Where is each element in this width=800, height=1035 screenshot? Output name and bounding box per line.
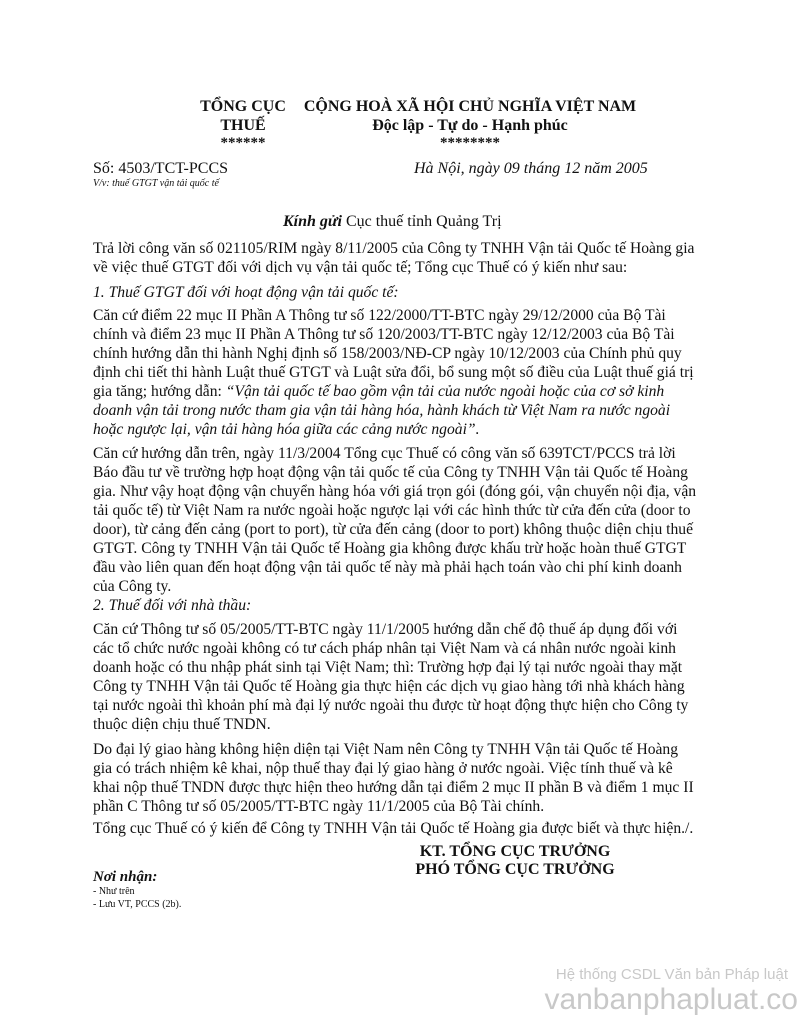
agency-name-line2: THUẾ	[220, 117, 266, 134]
watermark-site: vanbanphapluat.co	[544, 983, 798, 1016]
text-line: chính và điểm 23 mục II Phần A Thông tư số 120/2003/TT-BTC ngày 12/12/2003 của Bộ Tài	[93, 326, 675, 343]
paragraph-3	[93, 620, 705, 734]
text-line: về việc thuế GTGT đối với dịch vụ vận tải quốc tế; Tổng cục Thuế có ý kiến như sau:	[93, 259, 628, 276]
text-line: Căn cứ hướng dẫn trên, ngày 11/3/2004 Tổng cục Thuế có công văn số 639TCT/PCCS trả lời	[93, 445, 676, 462]
agency-name-line1: TỔNG CỤC	[200, 98, 286, 115]
document-number: Số: 4503/TCT-PCCS	[93, 160, 229, 177]
heading-text: 1. Thuế GTGT đối với hoạt động vận tải quốc tế:	[93, 284, 399, 301]
text-line: Báo đầu tư về trường hợp hoạt động vận tải quốc tế của Công ty TNHH Vận tải Quốc tế Hoàng	[93, 464, 688, 481]
paragraph-4	[93, 740, 705, 816]
text-line: chính hướng dẫn thi hành Nghị định số 158/2003/NĐ-CP ngày 10/12/2003 của Chính phủ quy	[93, 345, 682, 362]
watermark-line1: Hệ thống CSDL Văn bản Pháp luật	[555, 966, 788, 983]
signature-subtitle: PHÓ TỔNG CỤC TRƯỞNG	[415, 861, 615, 878]
text-line: doanh hoặc có thu nhập phát sinh tại Việt Nam; thì: Trường hợp đại lý tại nước ngoài thay mặt	[93, 659, 683, 676]
section-heading-2	[93, 596, 705, 615]
closing-paragraph	[93, 819, 705, 838]
text-line: Công ty TNHH Vận tải Quốc tế Hoàng gia thực hiện các dịch vụ giao hàng tới nhà khách hàng	[93, 678, 685, 695]
text-line: của Công ty.	[93, 578, 172, 595]
text-line: gia có trách nhiệm kê khai, nộp thuế thay đại lý giao hàng ở nước ngoài. Việc tính thuế và kê	[93, 760, 673, 777]
nation-motto: Độc lập - Tự do - Hạnh phúc	[372, 117, 568, 134]
recipients-item: - Như trên	[93, 886, 135, 897]
recipient-name: Cục thuế tỉnh Quảng Trị	[345, 213, 502, 230]
text-line: GTGT. Công ty TNHH Vận tải Quốc tế Hoàng gia không được khấu trừ hoặc hoàn thuế GTGT	[93, 540, 687, 557]
text-line: Trả lời công văn số 021105/RIM ngày 8/11/2005 của Công ty TNHH Vận tải Quốc tế Hoàng gia	[93, 240, 695, 257]
quote-fragment: “Vận tải quốc tế bao gồm vận tải của nước ngoài hoặc của cơ sở kinh	[225, 383, 665, 400]
text-line: phần C Thông tư số 05/2005/TT-BTC ngày 11/1/2005 của Bộ Tài chính.	[93, 798, 545, 815]
recipients-label: Nơi nhận:	[93, 869, 158, 885]
quote-line: hoặc ngược lại, vận tải hàng hóa giữa các cảng nước ngoài”.	[93, 421, 480, 438]
document-subject: V/v: thuế GTGT vận tải quốc tế	[93, 178, 219, 189]
text-line: Căn cứ Thông tư số 05/2005/TT-BTC ngày 11/1/2005 hướng dẫn chế độ thuế áp dụng đối với	[93, 621, 678, 638]
intro-paragraph	[93, 239, 705, 277]
recipients-item: - Lưu VT, PCCS (2b).	[93, 899, 182, 910]
nation-stars: ********	[440, 135, 500, 151]
text-fragment: gia tăng; hướng dẫn:	[93, 383, 226, 400]
text-line: định chi tiết thi hành Luật thuế GTGT và Luật sửa đổi, bổ sung một số điều của Luật thuế giá trị	[93, 364, 694, 381]
recipient-line	[283, 213, 502, 231]
place-date: Hà Nội, ngày 09 tháng 12 năm 2005	[414, 160, 648, 177]
text-line: tải quốc tế) từ Việt Nam ra nước ngoài hoặc ngược lại với các hình thức từ cửa đến cửa (door to	[93, 502, 691, 519]
section-heading-1	[93, 283, 705, 302]
heading-text: 2. Thuế đối với nhà thầu:	[93, 597, 252, 614]
paragraph-2	[93, 444, 705, 596]
agency-stars: ******	[220, 135, 266, 151]
text-line: gia. Như vậy hoạt động vận chuyển hàng hóa với giá trọn gói (đóng gói, vận chuyển nội địa, vận	[93, 483, 697, 500]
text-line: Căn cứ điểm 22 mục II Phần A Thông tư số 122/2000/TT-BTC ngày 29/12/2000 của Bộ Tài	[93, 307, 666, 324]
text-line: thuộc diện chịu thuế TNDN.	[93, 716, 271, 733]
text-line: Tổng cục Thuế có ý kiến để Công ty TNHH Vận tải Quốc tế Hoàng gia được biết và thực hiện./.	[93, 820, 694, 837]
text-line: tại nước ngoài thì khoản phí mà đại lý nước ngoài thu được từ hoạt động thực hiện cho Công ty	[93, 697, 689, 714]
quote-line: doanh vận tải trong nước tham gia vận tải hàng hóa, hành khách từ Việt Nam ra nước ngoài	[93, 402, 671, 419]
text-line: đầu vào liên quan đến hoạt động vận tải quốc tế này mà phải hạch toán vào chi phí kinh doanh	[93, 559, 682, 576]
text-line	[93, 382, 705, 401]
signature-title: KT. TỔNG CỤC TRƯỞNG	[419, 843, 611, 860]
text-line: door), từ cảng đến cảng (port to port), từ cửa đến cảng (door to port) không thuộc diện chịu thuế	[93, 521, 693, 538]
text-line: khai nộp thuế TNDN được thực hiện theo hướng dẫn tại điểm 2 mục II phần B và điểm 1 mục II	[93, 779, 694, 796]
text-line: Do đại lý giao hàng không hiện diện tại Việt Nam nên Công ty TNHH Vận tải Quốc tế Hoàng	[93, 741, 679, 758]
text-line: các tổ chức nước ngoài không có tư cách pháp nhân tại Việt Nam và cá nhân nước ngoài kinh	[93, 640, 676, 657]
paragraph-1	[93, 306, 705, 439]
recipient-label: Kính gửi	[283, 213, 342, 230]
nation-title: CỘNG HOÀ XÃ HỘI CHỦ NGHĨA VIỆT NAM	[303, 98, 637, 115]
